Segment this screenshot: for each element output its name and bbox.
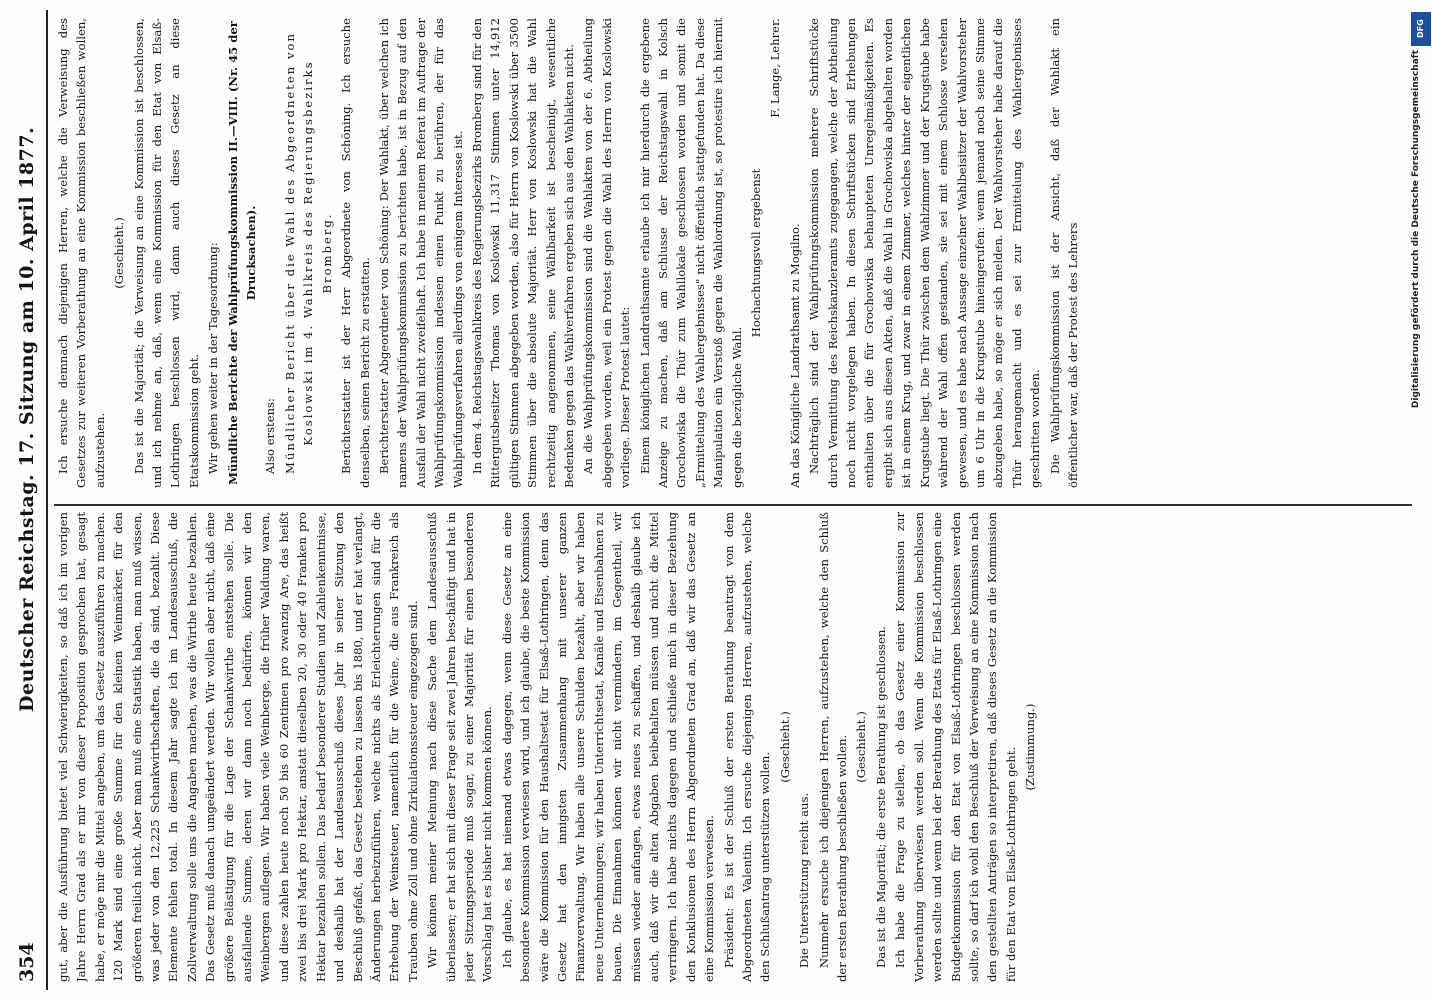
page-number: 354 [16,942,38,982]
paragraph: Ich ersuche demnach diejenigen Herren, welche die Verweisung des Gesetzes zur weiteren Vorberathung an eine Kommission beschließen wollen, aufzustehen. [56,18,107,488]
signature: F. Lange, Lehrer. [768,18,783,118]
page-title: Deutscher Reichstag. 17. Sitzung am 10. April 1877. [16,126,38,712]
right-column [54,18,1420,488]
addressee: An das Königliche Landrathsamt zu Mogilno. [787,223,802,488]
paragraph: Nachträglich sind der Wahlprüfungskommission mehrere Schriftstücke durch Vermittlung des Reichskanzleramts zugegangen, welche der Abtheilung noch nicht vorgelegen haben. In diesen Schriftstücken sind Erhebungen enthalten über die für Grochowiska behaupteten Unregelmäßigkeiten. Es ergibt sich aus diesen Akten, daß die Wahl in Grochowiska abgehalten worden ist in einem Krug, und zwar in einem Zimmer, welches hinter der eigentlichen Krugstube liegt. Die Thür zwischen dem Wahlzimmer und der Krugstube habe während der Wahl offen gestanden, sie sei mit einem Schlosse versehen gewesen, und es habe nach Aussage einzelner Wahlbeisitzer der Wahlvorsteher um 6 Uhr in die Krugstube hineingerufen: wenn jemand noch seine Stimme abzugeben habe, so möge er sich melden. Der Wahlvorsteher habe darauf die Thür herangemacht und es sei zur Ermittelung des Wahlergebnisses geschritten worden. [807,18,1043,488]
paragraph: Wir gehen weiter in der Tagesordnung: [206,242,221,474]
subsection-heading: Mündlicher Bericht über die Wahl des Abgeordneten von Koslowski im 4. Wahlkreis des Regierungsbezirks Bromberg. [282,32,334,474]
column-divider [54,505,1412,507]
paragraph: Das ist die Majorität; die Verweisung an eine Kommission ist beschlossen, und ich nehme an, daß, wenn eine Kommission für den Etat von Elsaß-Lothringen beschlossen wird, dann auch dieses Gesetz an diese Etatskommission geht. [131,18,201,488]
paragraph: Das ist die Majorität; die erste Berathung ist geschlossen. [873,626,888,968]
paragraph: Ich habe die Frage zu stellen, ob das Gesetz einer Kommission zur Vorberathung überwiesen werden soll. Wenn die Kommission beschlossen werden sollte und wenn bei der Berathung des Etats für Elsaß-Lothringen eine Budgetkommission für den Etat von Elsaß-Lothringen beschlossen werden sollte, so darf ich wohl den Beschluß der Verweisung an eine Kommission nach den gestellten Anträgen so interpretiren, daß dieses Gesetz an die Kommission für den Etat von Elsaß-Lothringen geht. [893,512,1018,982]
paragraph: An die Wahlprüfungskommission sind die Wahlakten von der 6. Abtheilung abgegeben worden, weil ein Protest gegen die Wahl des Herrn von Koslowski vorliege. Dieser Protest lautet: [581,18,633,488]
paragraph: Die Unterstützung reicht aus. [797,792,812,968]
page-header [14,18,42,982]
header-rule [46,10,48,990]
dfg-logo-icon: DFG [1411,12,1431,46]
section-heading: Mündliche Berichte der Wahlprüfungskommission II.—VIII. (Nr. 45 der Drucksachen). [225,21,259,485]
closing-formula: Hochachtungsvoll ergebenst [749,168,764,338]
paragraph: gut, aber die Ausführung bietet viel Schwierigkeiten, so daß ich im vorigen Jahre Herrn Grad als er mir von dieser Proposition gesprochen hat, gesagt habe, er möge mir die Mittel angeben, um das Gesetz auszuführen zu machen. 120 Mark sind eine große Summe für den kleinen Weinmärker, für den größeren freilich nicht. Aber man muß eine Statistik haben, man muß wissen, was jeder von den 12,225 Schankwirthschaften, die da sind, bezahlt. Diese Elemente fehlen total. In diesem Jahr sagte ich im Landesausschuß, die Zollverwaltung solle uns die Angaben machen, was die Wirthe heute bezahlen. Das Gesetz muß danach umgeändert werden. Wir wollen aber nicht, daß eine größere Belästigung für die Lage der Schankwirthe entstehen solle. Die ausfallende Summe, deren wir dann noch bedürfen, können wir den Weinbergen auflegen. Wir haben viele Weinberge, die früher Waldung waren, und diese zahlen heute noch 50 bis 60 Zentimen pro zwanzig Are, das heißt zwei bis drei Mark pro Hektar, anstatt dieselben 20, 30 oder 40 Franken pro Hektar bezahlen sollen. Das bedarf besonderer Studien und Zahlenkenntnisse, und deshalb hat der Landesausschuß dieses Jahr in seiner Sitzung den Beschluß gefaßt, das Gesetz bestehen zu lassen bis 1880, und er hat verlangt, Änderungen herbeizuführen, welche nichts als Erleichterungen sind für die Erhebung der Weinsteuer, namentlich für die Weine, die aus Frankreich als Trauben ohne Zoll und ohne Zirkulationssteuer eingezogen sind. [56,512,420,982]
paragraph: Berichterstatter ist der Herr Abgeordnete von Schöning. Ich ersuche denselben, seinen Bericht zu erstatten. [339,18,372,488]
stage-direction: (Geschieht.) [112,217,127,289]
quoted-protest: Einem königlichen Landrathsamte erlaube ich mir hierdurch die ergebene Anzeige zu machen, daß am Schlusse der Reichstagswahl in Kolsch Grochowiska die Thür zum Wahllokale geschlossen worden und somit die „Ermittelung des Wahlergebnisses" nicht öffentlich stattgefunden hat. Da diese Manipulation ein Verstoß gegen die Wahlordnung ist, so protestire ich hiermit gegen die bezügliche Wahl. [637,18,744,488]
paragraph: Ich glaube, es hat niemand etwas dagegen, wenn diese Gesetz an eine besondere Kommission verwiesen wird, und ich glaube, die beste Kommission wäre die Kommission für den Haushaltsetat für Elsaß-Lothringen, denn das Gesetz hat den innigsten Zusammenhang mit unserer ganzen Finanzverwaltung. Wir haben alle unsere Schulden bezahlt, aber wir haben neue Unternehmungen; wir haben Unterrichtsetat, Kanäle und Eisenbahnen zu bauen. Die Einnahmen können wir nicht vermindern, im Gegentheil, wir müssen wieder anfangen, etwas neues zu schaffen, und deshalb glaube ich auch, daß wir die alten Abgaben beibehalten müssen und nicht die Mittel verringern. Ich habe nichts dagegen und schließe mich in dieser Beziehung den Konklusionen des Herrn Abgeordneten Grad an, daß wir das Gesetz an eine Kommission verweisen. [499,512,717,982]
paragraph: Präsident: Es ist der Schluß der ersten Berathung beantragt von dem Abgeordneten Valentin. Ich ersuche diejenigen Herren, aufzustehen, welche den Schlußantrag unterstützen wollen. [721,512,773,982]
paragraph: Also erstens: [263,398,278,474]
funding-credit [1409,8,1432,968]
paragraph: In dem 4. Reichstagswahlkreis des Regierungsbezirks Bromberg sind für den Rittergutsbesitzer Thomas von Koslowski 11,317 Stimmen unter 14,912 gültigen Stimmen abgegeben worden, also für Herrn von Koslowski über 3500 Stimmen über die absolute Majorität. Herr von Koslowski hat die Wahl rechtzeitig angenommen, seine Wählbarkeit ist bescheinigt, wesentliche Bedenken gegen das Wahlverfahren ergeben sich aus den Wahlakten nicht. [469,18,576,488]
paragraph: Die Wahlprüfungskommission ist der Ansicht, daß der Wahlakt ein öffentlicher war, daß der Protest des Lehrers [1047,18,1080,488]
stage-direction: (Geschieht.) [854,711,869,783]
paragraph: Berichterstatter Abgeordneter von Schöning: Der Wahlakt, über welchen ich namens der Wahlprüfungskommission zu berichten habe, ist in Bezug auf den Ausfall der Wahl nicht zweifelhaft. Ich habe in meinem Referat im Auftrage der Wahlprüfungskommission indessen einen Punkt zu berühren, der für das Wahlprüfungsverfahren allerdings von einigem Interesse ist. [376,18,465,488]
left-column [54,512,1420,982]
paragraph: Nunmehr ersuche ich diejenigen Herren, aufzustehen, welche den Schluß der ersten Berathung beschließen wollen. [816,512,850,982]
stage-direction: (Geschieht.) [777,711,792,783]
paragraph: Wir können meiner Meinung nach diese Sache dem Landesausschuß überlassen; er hat sich mit dieser Frage seit zwei Jahren beschäftigt und hat in jeder Sitzungsperiode muß sogar, zu einer Majorität für einen besonderen Vorschlag hat es bisher nicht kommen können. [425,512,495,982]
stage-direction: (Zustimmung.) [1023,703,1038,791]
credit-text: Digitalisierung gefördert durch die Deutsche Forschungsgemeinschaft [1411,50,1421,409]
